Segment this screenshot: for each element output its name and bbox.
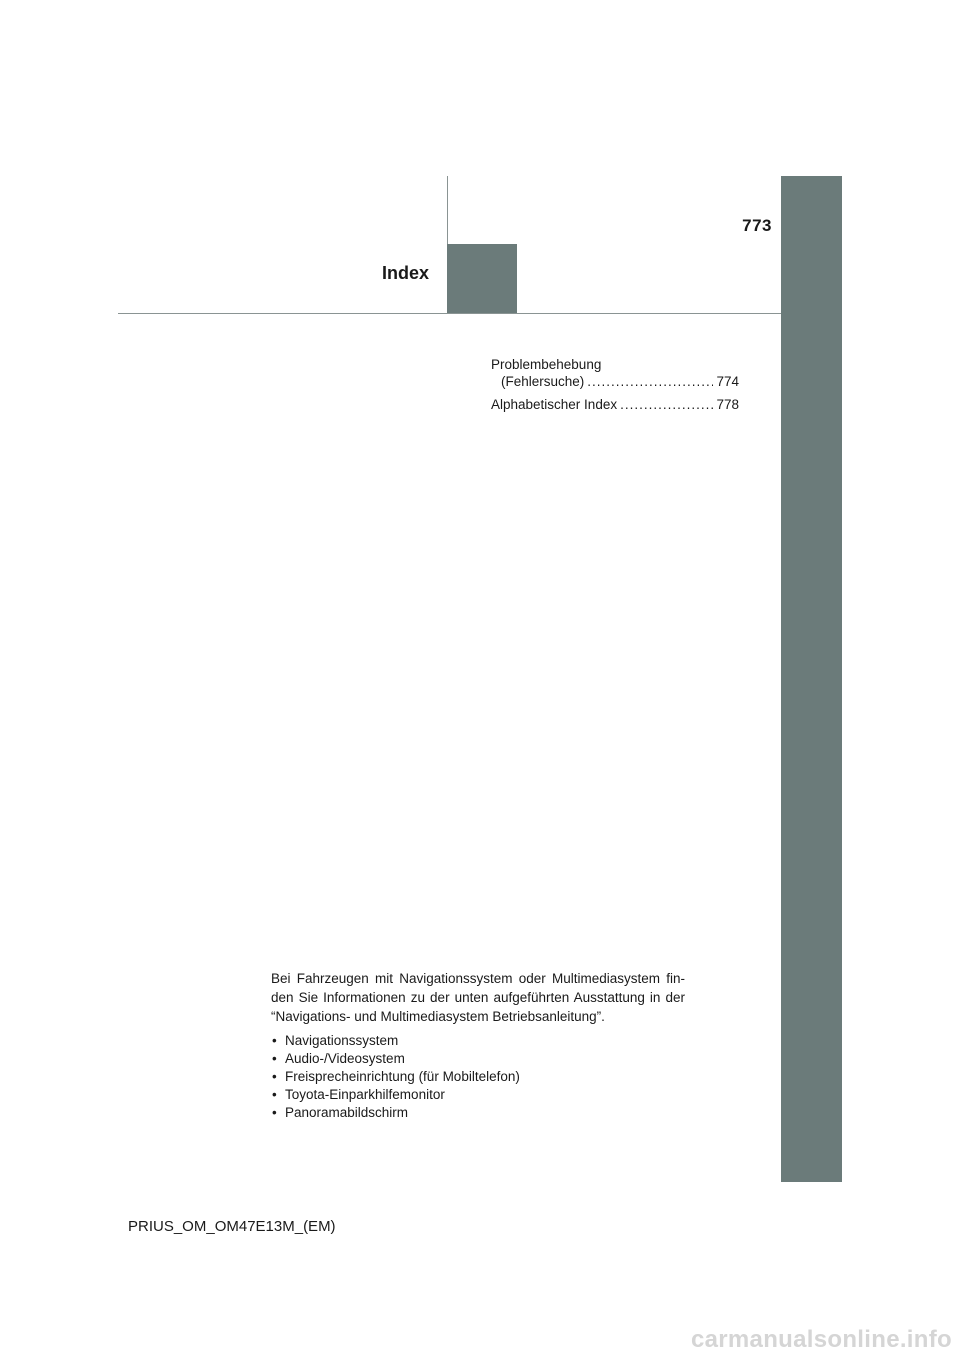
toc-entry-alphabetischer-index[interactable] (491, 396, 739, 413)
toc-entry-line (491, 356, 739, 373)
list-item-text: Freisprecheinrichtung (für Mobiltelefon) (285, 1069, 520, 1084)
toc-entry-title-continued: (Fehlersuche) (501, 374, 585, 389)
list-item (271, 1068, 685, 1086)
list-item (271, 1086, 685, 1104)
bullet-icon: • (272, 1051, 277, 1066)
toc-entry-page: 774 (716, 374, 739, 389)
table-of-contents (491, 356, 739, 419)
toc-leader-dots (620, 396, 713, 413)
list-item-text: Navigationssystem (285, 1033, 399, 1048)
section-marker-block (447, 244, 517, 314)
toc-entry-problembehebung[interactable] (491, 356, 739, 390)
bullet-icon: • (272, 1087, 277, 1102)
bullet-icon: • (272, 1033, 277, 1048)
section-thumb-tab (781, 176, 842, 1182)
list-item (271, 1104, 685, 1122)
list-item-text: Audio-/Videosystem (285, 1051, 405, 1066)
toc-entry-title: Problembehebung (491, 357, 602, 372)
note-paragraph: Bei Fahrzeugen mit Navigationssystem oder Multimediasystem fin-den Sie Informationen zu der unten aufgeführten Ausstattung in der “Navigations- und Multimediasystem Betriebsanleitung”. (271, 971, 685, 1024)
bullet-icon: • (272, 1105, 277, 1120)
header-horizontal-rule (118, 313, 781, 314)
multimedia-note (271, 969, 685, 1122)
list-item (271, 1050, 685, 1068)
toc-entry-title: Alphabetischer Index (491, 397, 618, 412)
toc-entry-line (491, 396, 739, 413)
document-code-footer: PRIUS_OM_OM47E13M_(EM) (128, 1218, 336, 1235)
list-item (271, 1032, 685, 1050)
equipment-list (271, 1032, 685, 1122)
header-vertical-rule (447, 176, 448, 244)
watermark: carmanualsonline.info (690, 1326, 952, 1353)
toc-leader-dots (587, 373, 713, 390)
list-item-text: Panoramabildschirm (285, 1105, 409, 1120)
toc-entry-line (491, 373, 739, 390)
toc-entry-page: 778 (716, 397, 739, 412)
page-number: 773 (742, 216, 772, 235)
list-item-text: Toyota-Einparkhilfemonitor (285, 1087, 445, 1102)
bullet-icon: • (272, 1069, 277, 1084)
section-title: Index (381, 263, 429, 283)
